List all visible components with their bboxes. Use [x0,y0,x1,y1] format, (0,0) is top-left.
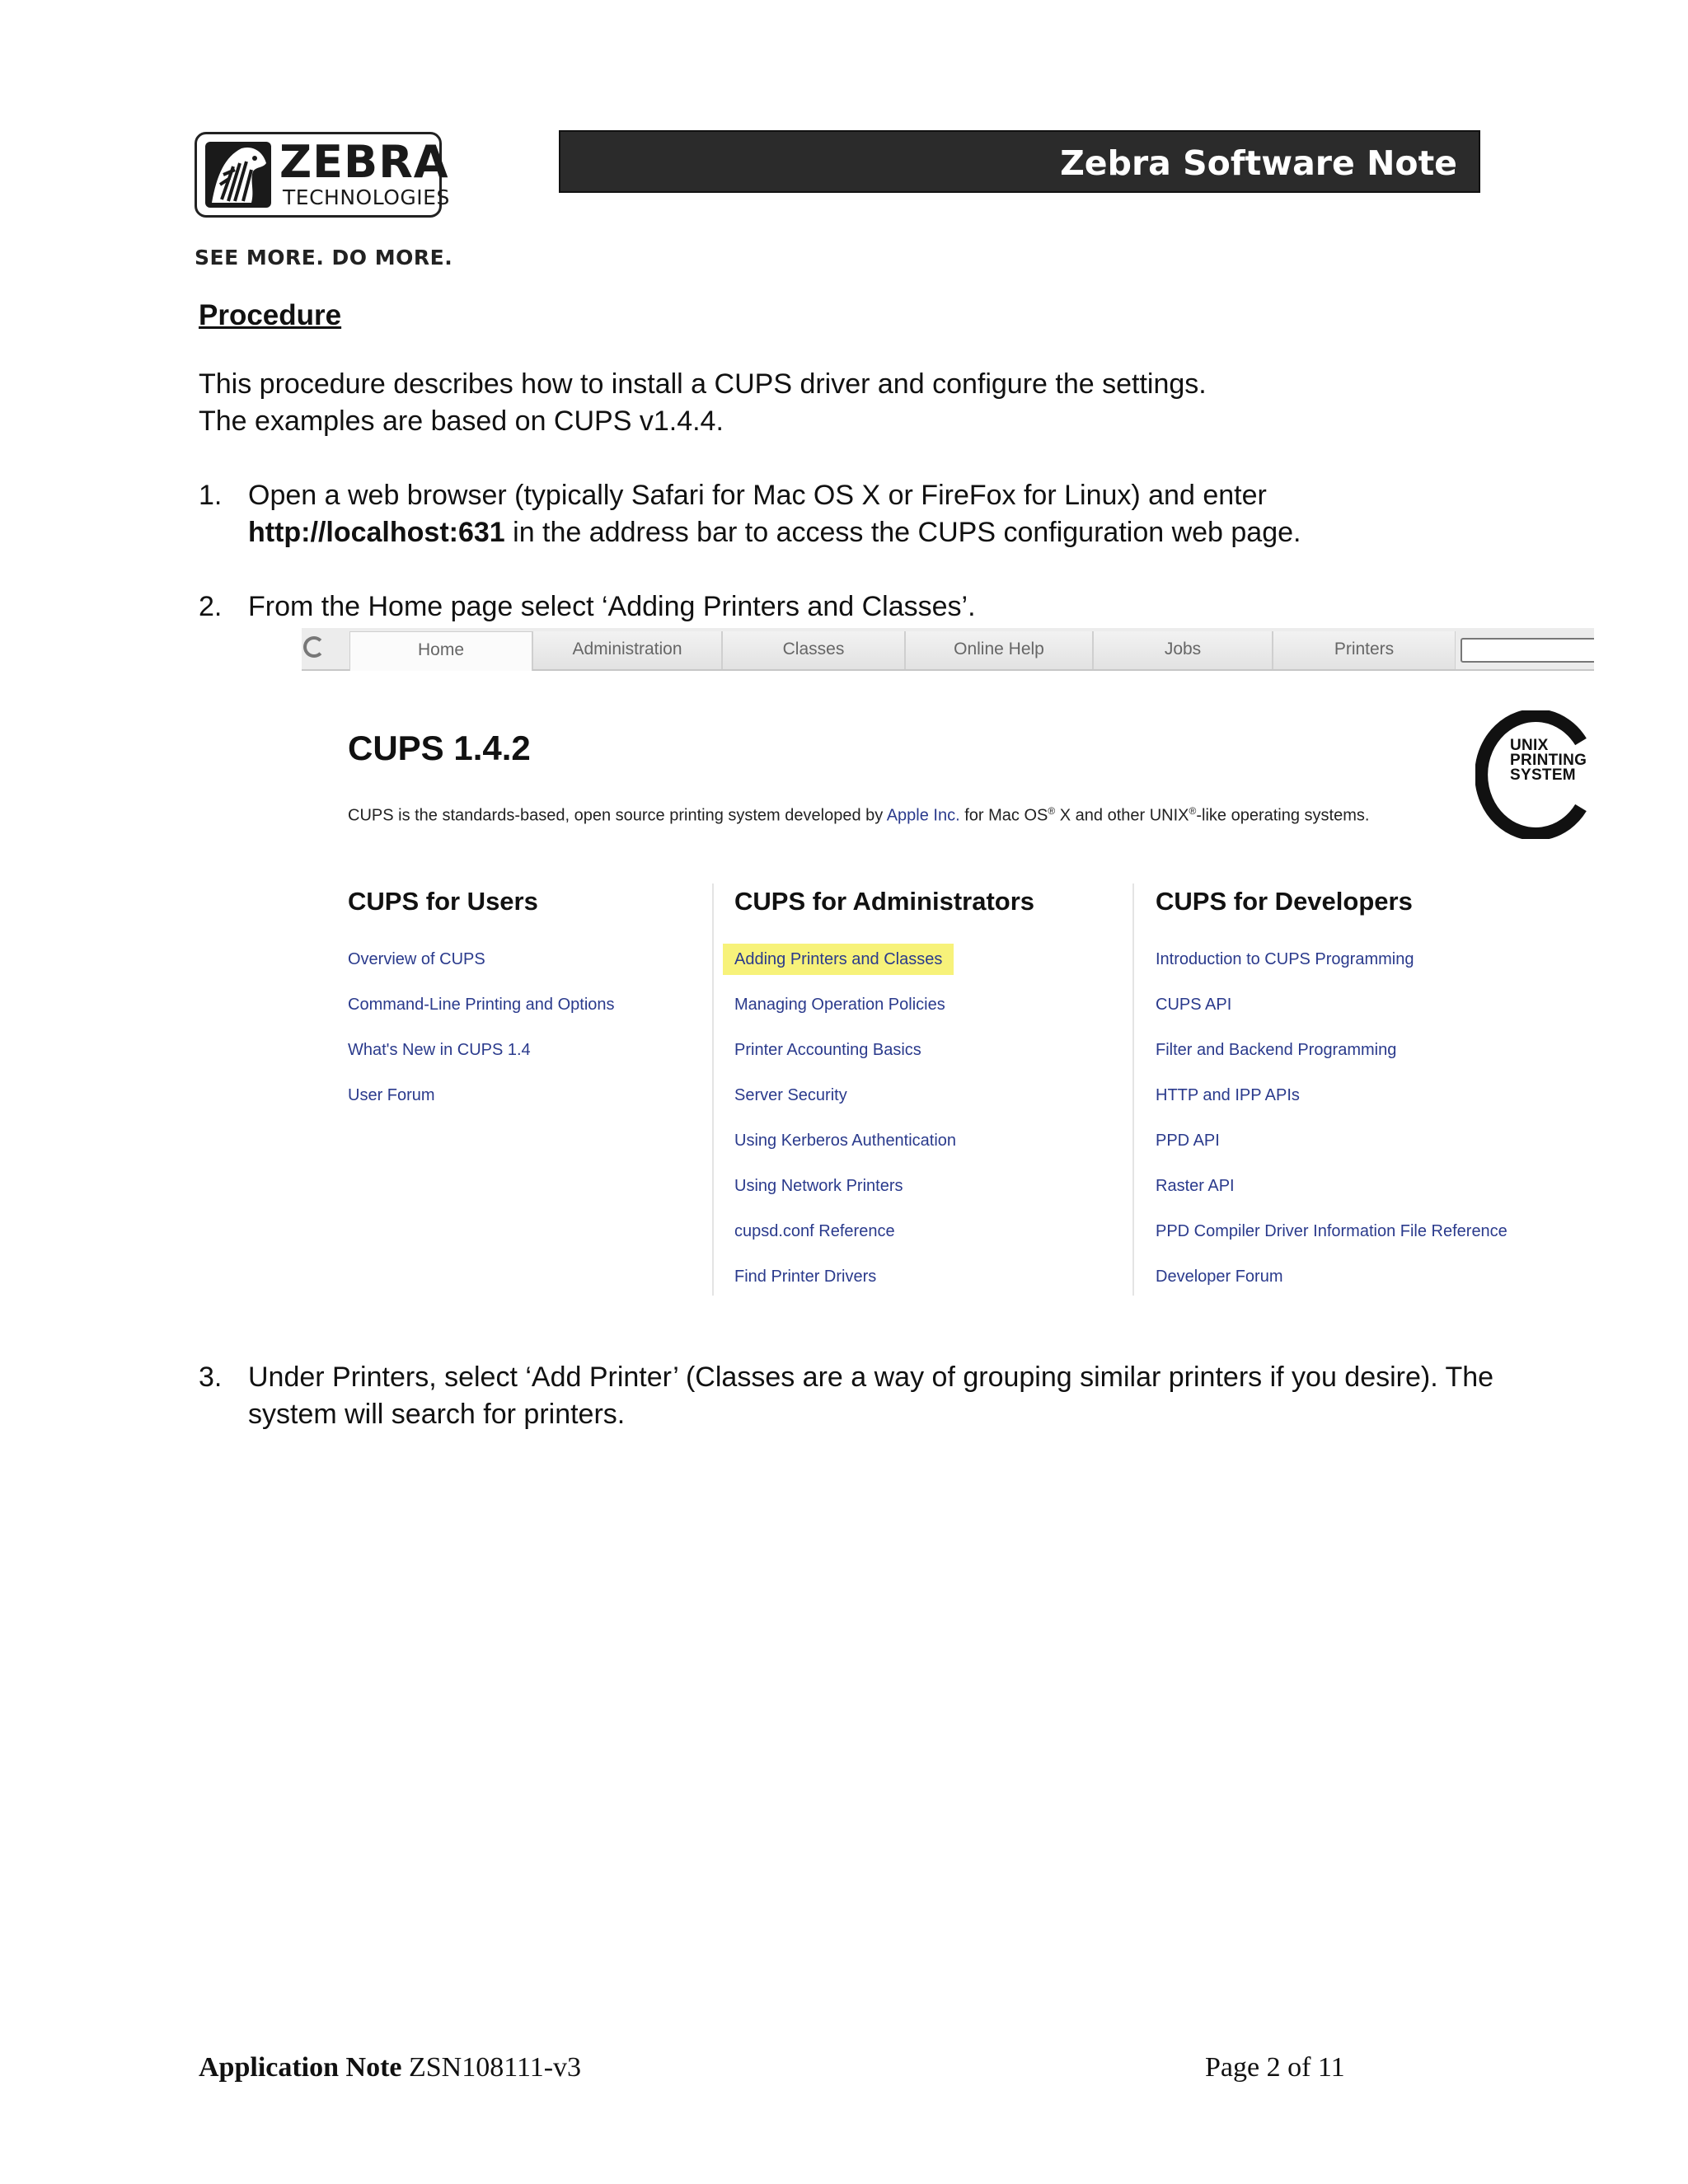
search-input[interactable] [1461,638,1594,663]
link-cupsd-conf-reference[interactable]: cupsd.conf Reference [734,1222,895,1240]
step-1-text-rest: in the address bar to access the CUPS configuration web page. [504,517,1301,548]
link-ppd-api[interactable]: PPD API [1156,1132,1220,1150]
zebra-head-icon [205,142,271,208]
tab-jobs[interactable]: Jobs [1093,631,1273,669]
step-3-number: 3. [199,1361,223,1393]
link-intro-cups-programming[interactable]: Introduction to CUPS Programming [1156,950,1414,968]
link-raster-api[interactable]: Raster API [1156,1177,1235,1195]
section-heading: Procedure [199,299,342,331]
desc-text-2: for Mac OS [959,806,1048,825]
step-1-text-cont [248,514,1534,551]
step-3-text: Under Printers, select ‘Add Printer’ (Classes are a way of grouping similar printers if you desire). The [248,1361,1494,1393]
reg-mark: ® [1048,805,1056,817]
step-3-text-cont: system will search for printers. [248,1399,626,1430]
column-divider [1132,883,1134,1296]
banner-title: Zebra Software Note [1060,143,1457,183]
admins-column-title: CUPS for Administrators [734,887,1035,916]
intro-line-1: This procedure describes how to install a CUPS driver and configure the settings. [199,368,1207,400]
header-banner [559,130,1480,193]
link-server-security[interactable]: Server Security [734,1086,847,1104]
link-printer-accounting-basics[interactable]: Printer Accounting Basics [734,1041,921,1059]
zebra-logo [195,132,450,218]
intro-line-2: The examples are based on CUPS v1.4.4. [199,405,724,437]
cups-page-title: CUPS 1.4.2 [348,729,531,767]
logo-line-system: SYSTEM [1510,766,1576,784]
link-adding-printers-and-classes[interactable] [734,948,954,971]
desc-text-1: CUPS is the standards-based, open source printing system developed by [348,806,887,825]
logo-subtitle: TECHNOLOGIES [283,185,450,209]
tab-home[interactable]: Home [349,631,532,671]
link-whats-new[interactable]: What's New in CUPS 1.4 [348,1041,531,1059]
step-1-text: Open a web browser (typically Safari for Mac OS X or FireFox for Linux) and enter [248,480,1267,511]
desc-text-4: -like operating systems. [1196,806,1370,825]
link-kerberos-authentication[interactable]: Using Kerberos Authentication [734,1132,957,1150]
link-user-forum[interactable]: User Forum [348,1086,435,1104]
cups-logo-text [1510,738,1587,783]
step-1-number: 1. [199,480,223,511]
tab-administration[interactable]: Administration [532,631,722,669]
cups-description [348,805,1369,826]
link-filter-backend-programming[interactable]: Filter and Backend Programming [1156,1041,1397,1059]
cups-small-logo-icon [303,636,325,658]
logo-wordmark: ZEBRA [279,136,449,188]
link-cups-api[interactable]: CUPS API [1156,996,1232,1014]
link-overview-of-cups[interactable]: Overview of CUPS [348,950,485,968]
logo-line-unix: UNIX [1510,737,1549,754]
cups-tab-bar [302,628,1594,671]
users-column-title: CUPS for Users [348,887,538,916]
link-managing-operation-policies[interactable]: Managing Operation Policies [734,996,945,1014]
link-command-line-printing[interactable]: Command-Line Printing and Options [348,996,615,1014]
link-find-printer-drivers[interactable]: Find Printer Drivers [734,1268,877,1286]
link-network-printers[interactable]: Using Network Printers [734,1177,903,1195]
tab-online-help[interactable]: Online Help [905,631,1093,669]
cups-home-screenshot [302,628,1594,1304]
highlighted-link-text[interactable]: Adding Printers and Classes [723,944,954,975]
footer-page-number: Page 2 of 11 [1205,2052,1345,2083]
step-2-number: 2. [199,591,223,622]
footer-label: Application Note [199,2052,402,2083]
footer-doc-id [199,2052,581,2083]
link-ppd-compiler-reference[interactable]: PPD Compiler Driver Information File Reference [1156,1222,1507,1240]
desc-text-3: X and other UNIX [1055,806,1189,825]
tagline: SEE MORE. DO MORE. [195,246,453,269]
tab-printers[interactable]: Printers [1273,631,1456,669]
devs-column-title: CUPS for Developers [1156,887,1413,916]
footer-doc-number: ZSN108111-v3 [401,2052,582,2083]
step-2-text: From the Home page select ‘Adding Printers and Classes’. [248,591,976,622]
link-developer-forum[interactable]: Developer Forum [1156,1268,1283,1286]
reg-mark: ® [1189,805,1197,817]
logo-line-printing: PRINTING [1510,752,1587,769]
column-divider [712,883,714,1296]
localhost-url: http://localhost:631 [248,517,505,548]
link-http-ipp-apis[interactable]: HTTP and IPP APIs [1156,1086,1300,1104]
apple-link[interactable]: Apple Inc. [886,806,960,825]
tab-classes[interactable]: Classes [722,631,905,669]
